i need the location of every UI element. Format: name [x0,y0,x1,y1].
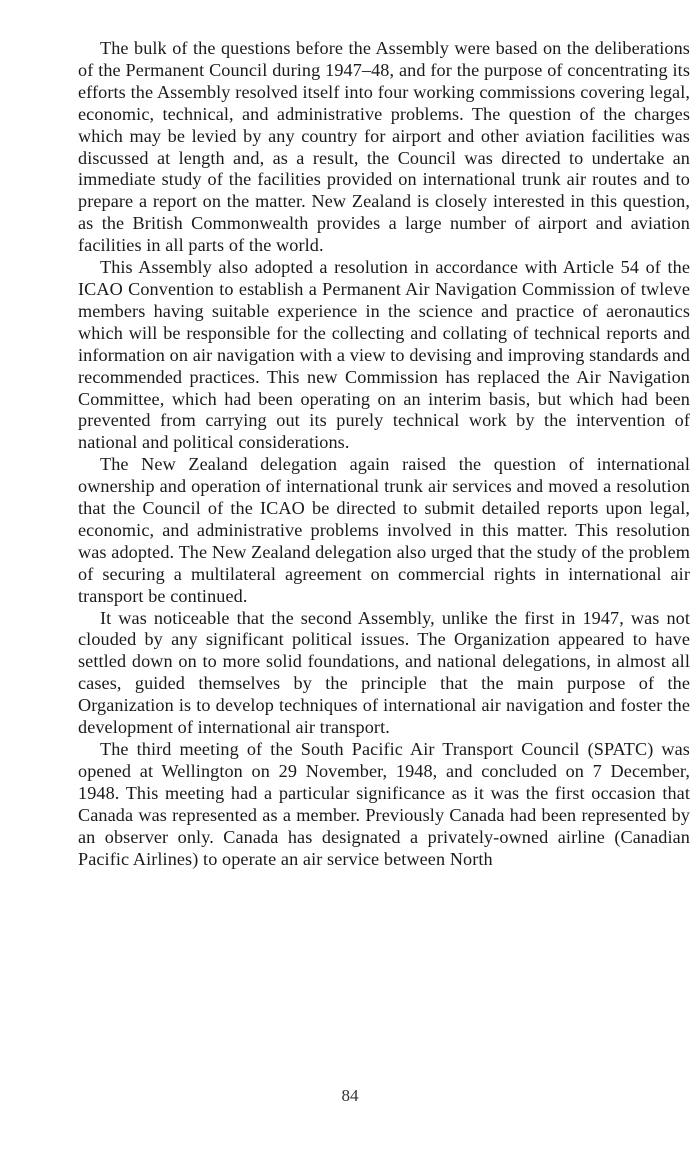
page-body [78,38,690,870]
page-number: 84 [341,1086,359,1105]
paragraph-assembly-questions: The bulk of the questions before the Assembly were based on the deliberations of the Permanent Council during 1947–48, and for the purpose of concentrating its efforts the Assembly resolved itself into four working commissions covering legal, economic, technical, and administrative problems. The question of the charges which may be levied by any country for airport and other aviation facilities was discussed at length and, as a result, the Council was directed to undertake an immediate study of the facilities provided on international trunk air routes and to prepare a report on the matter. New Zealand is closely interested in this question, as the British Commonwealth provides a large number of airport and aviation facilities in all parts of the world. [78,38,690,256]
paragraph-second-assembly: It was noticeable that the second Assembly, unlike the first in 1947, was not clouded by any significant political issues. The Organization appeared to have settled down on to more solid foundations, and national delegations, in almost all cases, guided themselves by the principle that the main purpose of the Organization is to develop techniques of international air navigation and foster the development of international air transport. [78,607,690,738]
paragraph-air-navigation-commission: This Assembly also adopted a resolution in accordance with Article 54 of the ICAO Convention to establish a Permanent Air Navigation Commission of twleve members having suitable experience in the science and practice of aeronautics which will be responsible for the collecting and collating of technical reports and information on air navigation with a view to devising and improving standards and recommended practices. This new Commission has replaced the Air Navigation Committee, which had been operating on an interim basis, but which had been prevented from carrying out its purely technical work by the intervention of national and political considerations. [78,257,690,453]
paragraph-nz-delegation: The New Zealand delegation again raised the question of international ownership and operation of international trunk air services and moved a resolution that the Council of the ICAO be directed to submit detailed reports upon legal, economic, and administrative problems involved in this matter. This resolution was adopted. The New Zealand delegation also urged that the study of the problem of securing a multilateral agreement on commercial rights in international air transport be continued. [78,454,690,606]
paragraph-spatc-meeting: The third meeting of the South Pacific Air Transport Council (SPATC) was opened at Wellington on 29 November, 1948, and concluded on 7 December, 1948. This meeting had a particular significance as it was the first occasion that Canada was represented as a member. Previously Canada had been represented by an observer only. Canada has designated a privately-owned airline (Canadian Pacific Airlines) to operate an air service between North [78,739,690,869]
